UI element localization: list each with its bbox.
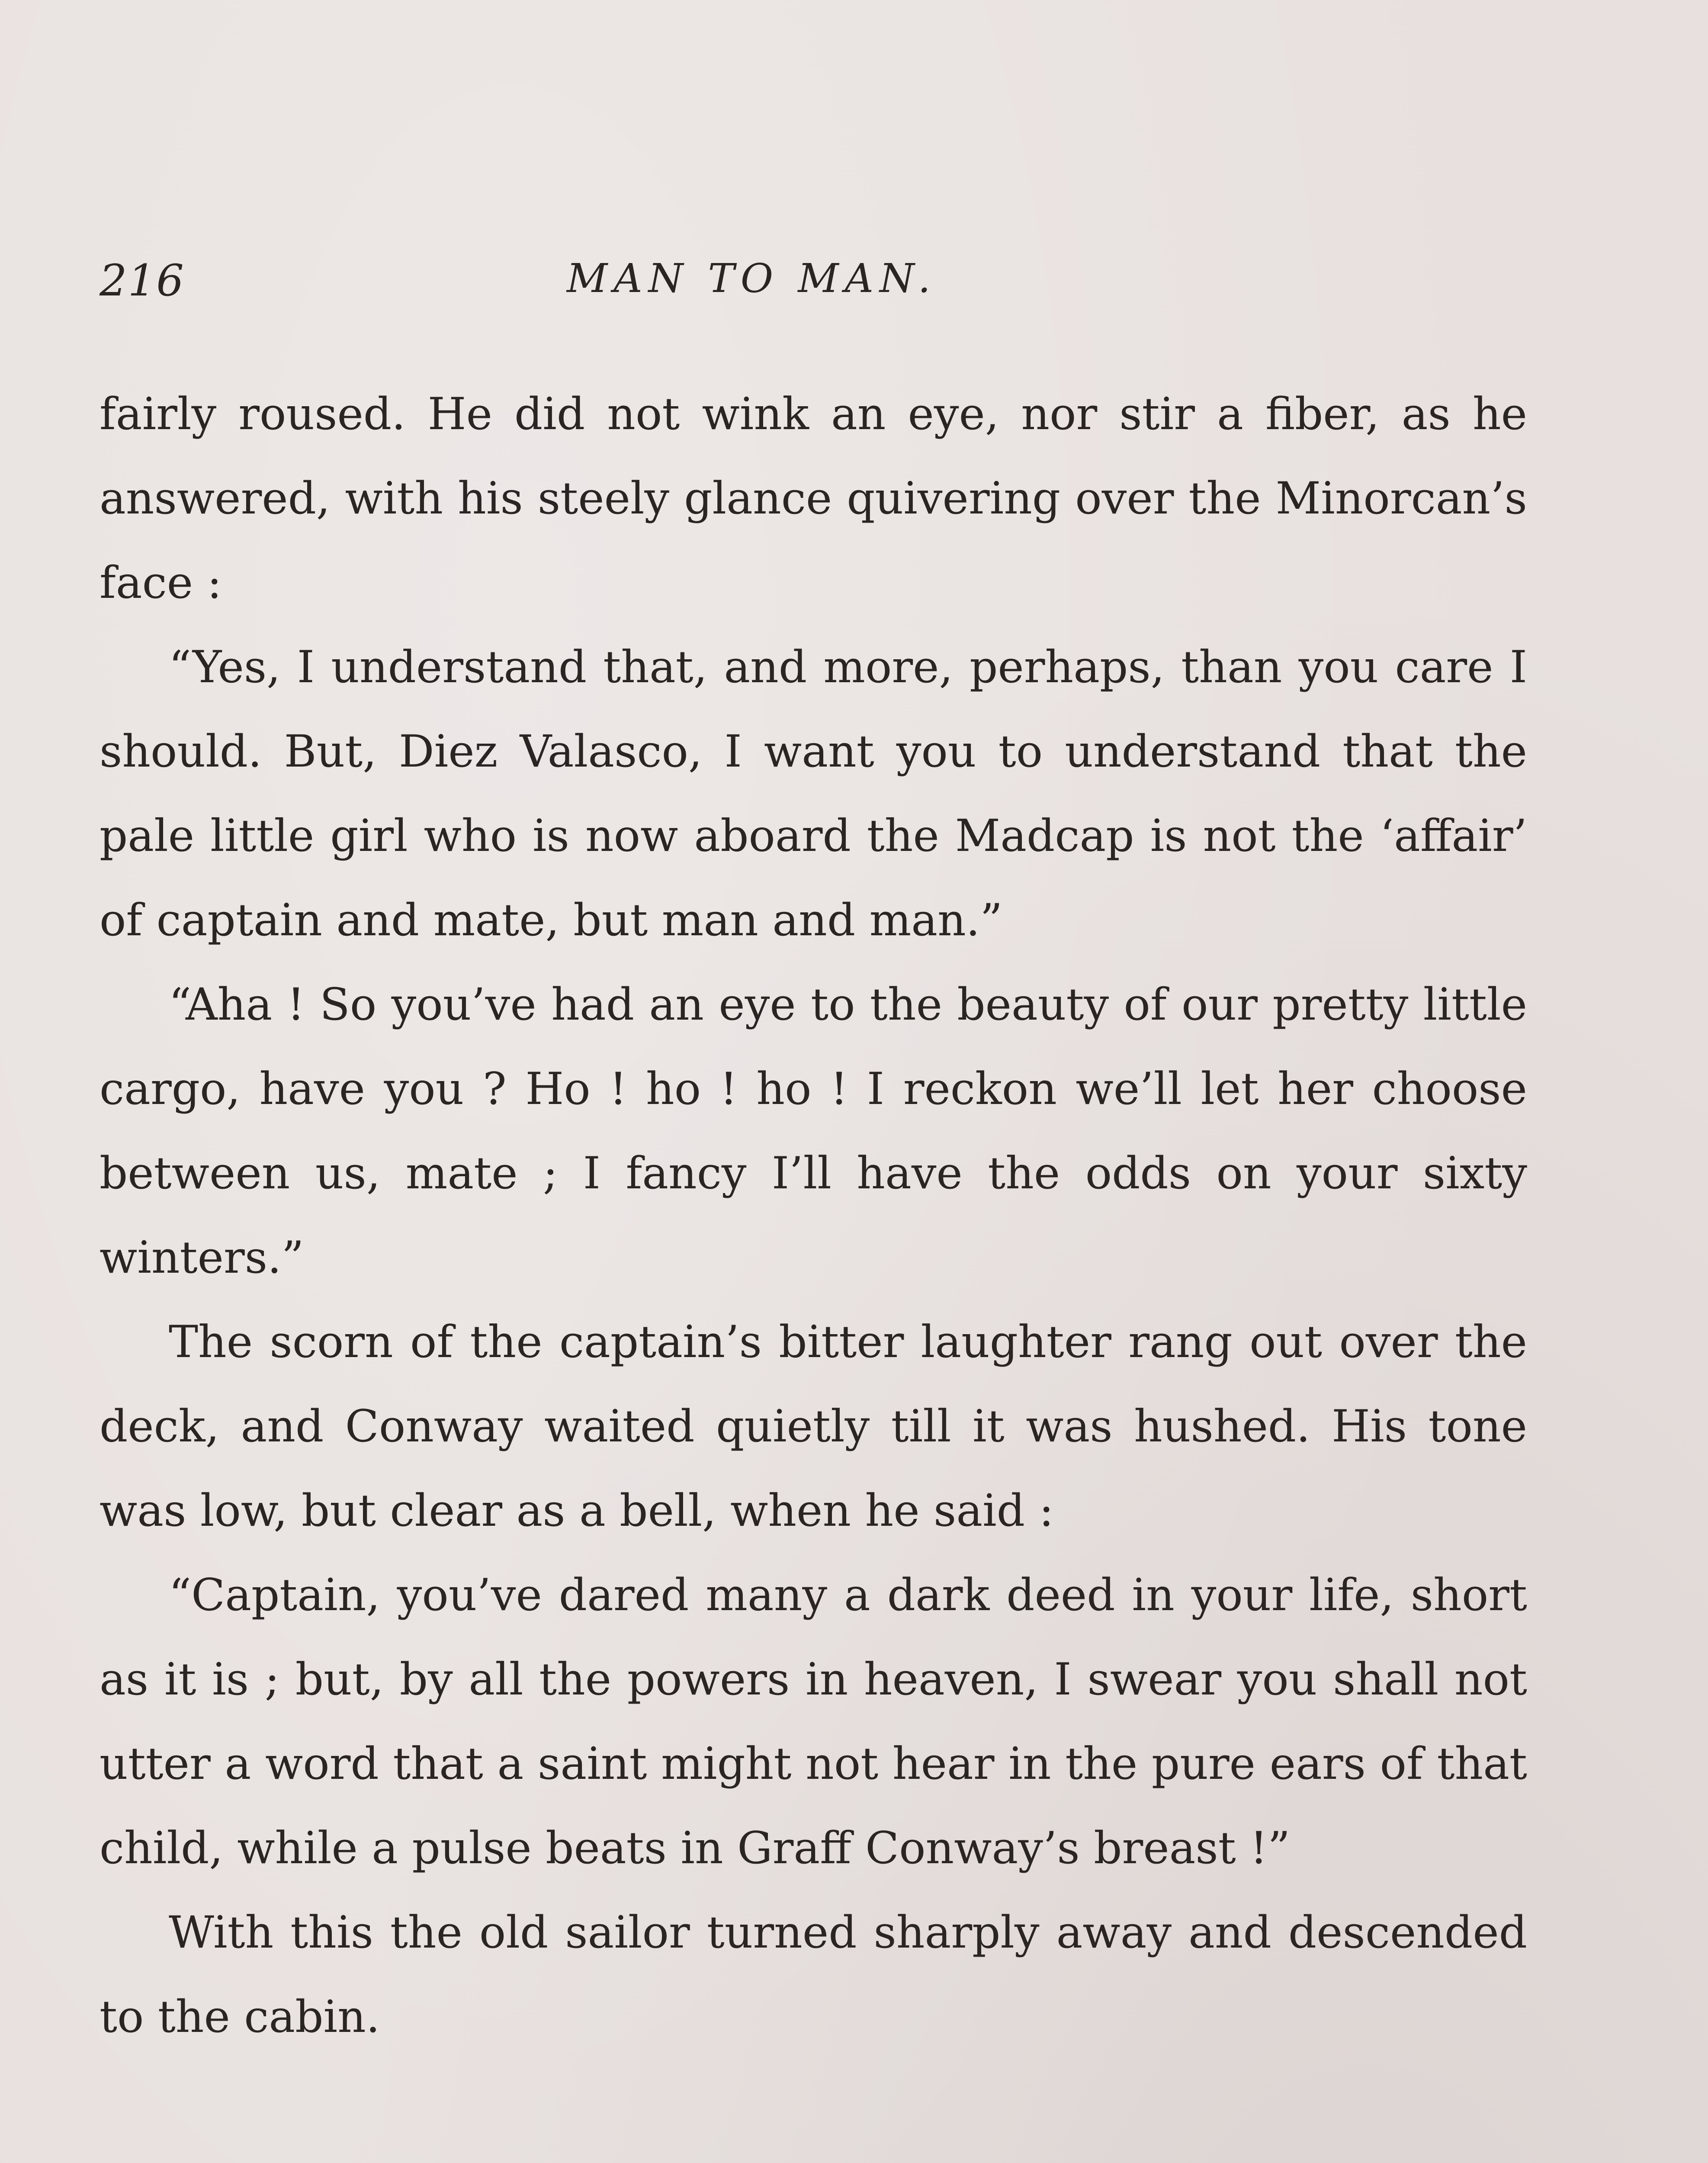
paragraph: “Aha ! So you’ve had an eye to the beauty of our pretty little cargo, have you ? Ho ! ho ! ho ! I reckon we’ll let her choose between us, mate ; I fancy I’ll have the odds on your sixty winters.”	[100, 979, 1527, 1284]
paragraph: With this the old sailor turned sharply away and descended to the cabin.	[100, 1907, 1527, 2043]
running-head: MAN TO MAN.	[567, 255, 937, 302]
paragraph: “Captain, you’ve dared many a dark deed in your life, short as it is ; but, by all the powers in heaven, I swear you shall not utter a word that a saint might not hear in the pure ears of that child, while a pulse beats in Graff Conway’s breast !”	[100, 1569, 1527, 1874]
paragraph: fairly roused. He did not wink an eye, nor stir a fiber, as he answered, with his steely glance quivering over the Minorcan’s face :	[100, 388, 1527, 609]
page-header	[100, 255, 1527, 324]
page-number: 216	[100, 255, 185, 306]
body-text	[100, 372, 1527, 2059]
paragraph: “Yes, I understand that, and more, perhaps, than you care I should. But, Diez Valasco, I want you to understand that the pale little girl who is now aboard the Madcap is not the ‘affair’ of captain and mate, but man and man.”	[100, 642, 1527, 946]
paragraph: The scorn of the captain’s bitter laughter rang out over the deck, and Conway waited quietly till it was hushed. His tone was low, but clear as a bell, when he said :	[100, 1316, 1527, 1537]
